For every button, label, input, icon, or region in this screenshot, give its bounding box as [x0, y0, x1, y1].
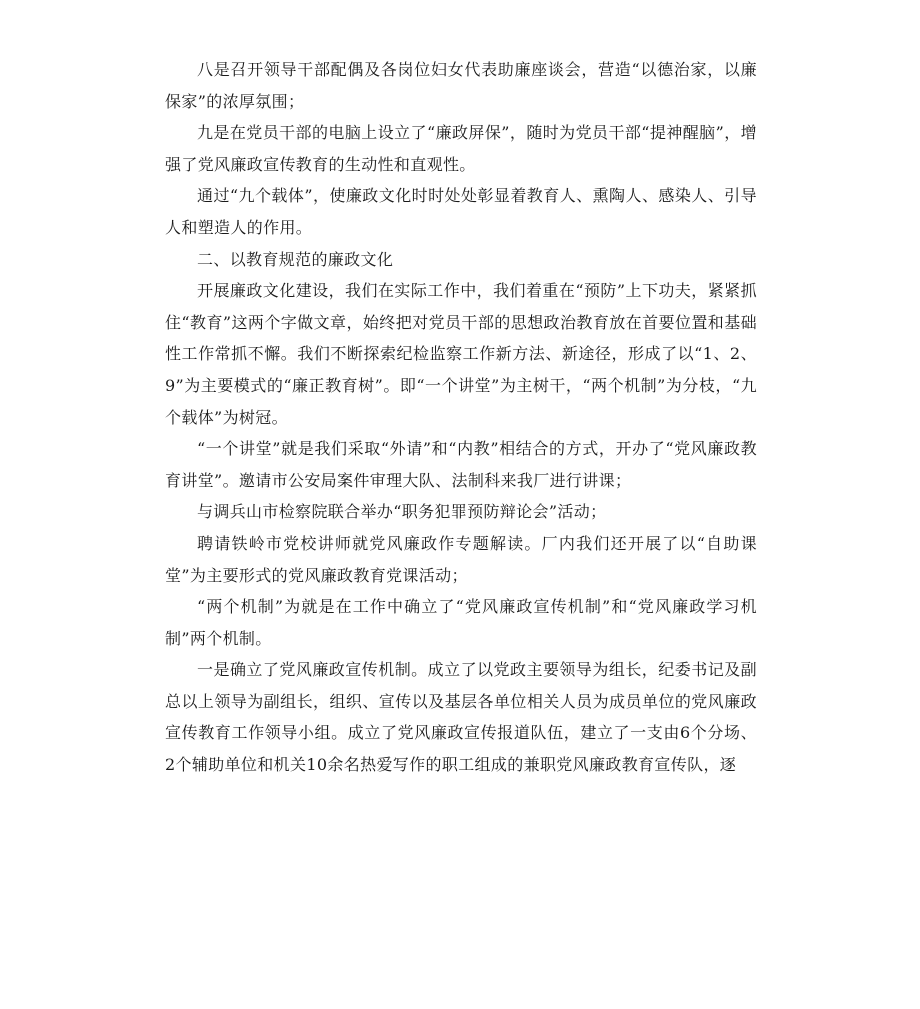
document-body [165, 54, 757, 781]
paragraph-publicity-mechanism: 一是确立了党风廉政宣传机制。成立了以党政主要领导为组长，纪委书记及副总以上领导为副组长，组织、宣传以及基层各单位相关人员为成员单位的党风廉政宣传教育工作领导小组。成立了党风廉政宣传报道队伍，建立了一支由6个分场、2个辅助单位和机关10余名热爱写作的职工组成的兼职党风廉政教育宣传队，逐 [165, 660, 757, 775]
paragraph-screensaver: 九是在党员干部的电脑上设立了“廉政屏保”，随时为党员干部“提神醒脑”，增强了党风廉政宣传教育的生动性和直观性。 [165, 123, 757, 174]
section-heading: 二、以教育规范的廉政文化 [197, 249, 394, 269]
paragraph-spouse-forum: 八是召开领导干部配偶及各岗位妇女代表助廉座谈会，营造“以德治家，以廉保家”的浓厚氛围； [165, 60, 757, 111]
paragraph-education-tree: 开展廉政文化建设，我们在实际工作中，我们着重在“预防”上下功夫，紧紧抓住“教育”这两个字做文章，始终把对党员干部的思想政治教育放在首要位置和基础性工作常抓不懈。我们不断探索纪检监察工作新方法、新途径，形成了以“1、2、9”为主要模式的“廉正教育树”。即“一个讲堂”为主树干，“两个机制”为分枝，“九个载体”为树冠。 [165, 281, 757, 427]
paragraph-nine-carriers: 通过“九个载体”，使廉政文化时时处处彰显着教育人、熏陶人、感染人、引导人和塑造人的作用。 [165, 186, 757, 237]
paragraph-debate-event: 与调兵山市检察院联合举办“职务犯罪预防辩论会”活动； [197, 502, 607, 522]
paragraph-two-mechanisms: “两个机制”为就是在工作中确立了“党风廉政宣传机制”和“党风廉政学习机制”两个机制。 [165, 597, 757, 648]
paragraph-party-school: 聘请铁岭市党校讲师就党风廉政作专题解读。厂内我们还开展了以“自助课堂”为主要形式的党风廉政教育党课活动； [165, 533, 757, 585]
paragraph-one-lecture-hall: “一个讲堂”就是我们采取“外请”和“内教”相结合的方式，开办了“党风廉政教育讲堂”。邀请市公安局案件审理大队、法制科来我厂进行讲课； [165, 439, 757, 490]
